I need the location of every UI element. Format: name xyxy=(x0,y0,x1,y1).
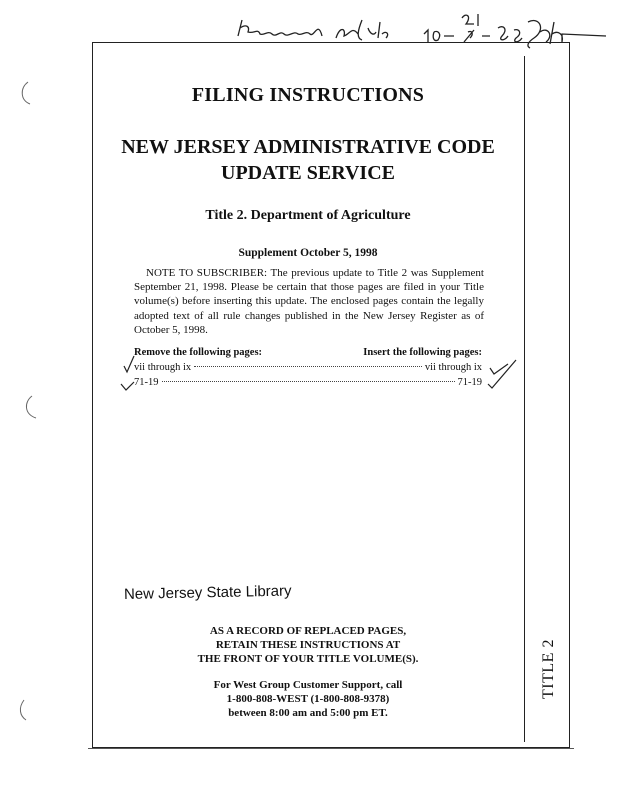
leader-dots xyxy=(194,366,422,367)
record-line2: RETAIN THESE INSTRUCTIONS AT xyxy=(215,639,401,651)
table-row xyxy=(134,377,482,391)
remove-pages: vii through ix xyxy=(134,362,192,373)
tab-divider xyxy=(524,56,525,742)
supplement-date: Supplement October 5, 1998 xyxy=(238,247,378,259)
record-line3: THE FRONT OF YOUR TITLE VOLUME(S). xyxy=(197,653,419,665)
code-title-line1: NEW JERSEY ADMINISTRATIVE CODE xyxy=(121,136,495,158)
checkmark-icon xyxy=(120,352,150,396)
support-hours: between 8:00 am and 5:00 pm ET. xyxy=(228,707,388,719)
subscriber-note: NOTE TO SUBSCRIBER: The previous update to Title 2 was Supplement September 21, 1998. Please be certain that those pages are filed in your Title volume(s) before inserting this update. The enclosed pages contain the legally adopted text of all rule changes published in the New Jersey Register as of October 5, 1998. xyxy=(134,267,484,336)
insert-header: Insert the following pages: xyxy=(363,347,482,358)
remove-pages: 71-19 xyxy=(134,377,159,388)
table-row xyxy=(134,362,482,376)
insert-pages: 71-19 xyxy=(457,377,482,388)
tab-label: TITLE 2 xyxy=(540,639,557,699)
support-info xyxy=(92,678,524,720)
bottom-rule xyxy=(88,748,574,749)
record-line1: AS A RECORD OF REPLACED PAGES, xyxy=(209,625,407,637)
insert-pages: vii through ix xyxy=(424,362,482,373)
leader-dots xyxy=(162,381,455,382)
record-notice xyxy=(92,624,524,666)
support-line1: For West Group Customer Support, call xyxy=(213,679,403,691)
remove-header: Remove the following pages: xyxy=(134,347,263,358)
code-title-line2: UPDATE SERVICE xyxy=(221,162,395,184)
support-phone: 1-800-808-WEST (1-800-808-9378) xyxy=(226,693,390,705)
binder-hole-icon xyxy=(14,80,44,720)
title-heading: Title 2. Department of Agriculture xyxy=(205,208,411,223)
page-title: FILING INSTRUCTIONS xyxy=(191,84,425,106)
library-stamp: New Jersey State Library xyxy=(123,582,292,603)
checkmark-icon xyxy=(484,354,524,398)
code-title xyxy=(92,134,524,186)
